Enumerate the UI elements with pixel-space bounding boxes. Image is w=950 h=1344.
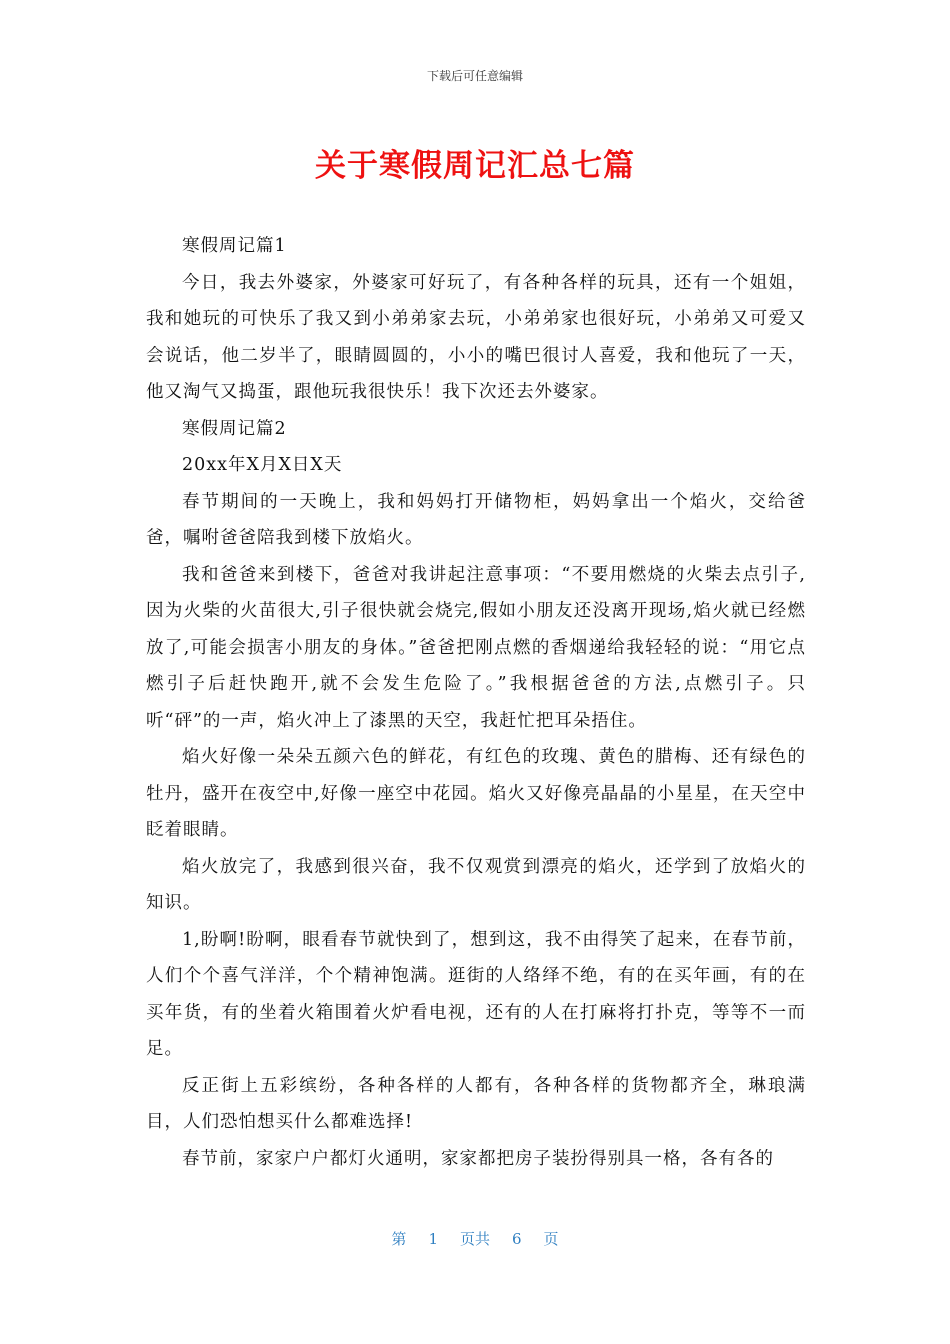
page-number-footer bbox=[0, 1229, 950, 1249]
body-paragraph: 今日，我去外婆家，外婆家可好玩了，有各种各样的玩具，还有一个姐姐，我和她玩的可快乐了我又到小弟弟家去玩，小弟弟家也很好玩，小弟弟又可爱又会说话，他二岁半了，眼睛圆圆的，小小的嘴巴很讨人喜爱，我和他玩了一天，他又淘气又捣蛋，跟他玩我很快乐！我下次还去外婆家。 bbox=[146, 272, 806, 402]
body-paragraph: 反正街上五彩缤纷，各种各样的人都有，各种各样的货物都齐全，琳琅满目，人们恐怕想买什么都难选择! bbox=[146, 1075, 806, 1132]
document-body bbox=[146, 228, 806, 1177]
document-title: 关于寒假周记汇总七篇 bbox=[315, 148, 635, 184]
body-paragraph: 焰火放完了，我感到很兴奋，我不仅观赏到漂亮的焰火，还学到了放焰火的知识。 bbox=[146, 856, 806, 913]
page-current: 1 bbox=[428, 1230, 438, 1248]
page-total: 6 bbox=[512, 1230, 522, 1248]
body-paragraph: 1,盼啊!盼啊，眼看春节就快到了，想到这，我不由得笑了起来，在春节前，人们个个喜气洋洋，个个精神饱满。逛街的人络绎不绝，有的在买年画，有的在买年货，有的坐着火箱围着火炉看电视，还有的人在打麻将打扑克，等等不一而足。 bbox=[146, 929, 806, 1059]
body-paragraph: 春节期间的一天晚上，我和妈妈打开储物柜，妈妈拿出一个焰火，交给爸爸，嘱咐爸爸陪我到楼下放焰火。 bbox=[146, 491, 806, 548]
page-middle: 页共 bbox=[459, 1230, 490, 1248]
body-paragraph: 我和爸爸来到楼下，爸爸对我讲起注意事项：“不要用燃烧的火柴去点引子,因为火柴的火苗很大,引子很快就会烧完,假如小朋友还没离开现场,焰火就已经燃放了,可能会损害小朋友的身体。”爸爸把刚点燃的香烟递给我轻轻的说：“用它点燃引子后赶快跑开,就不会发生危险了。”我根据爸爸的方法,点燃引子。只听“砰”的一声，焰火冲上了漆黑的天空，我赶忙把耳朵捂住。 bbox=[146, 564, 806, 731]
page-prefix: 第 bbox=[391, 1230, 407, 1248]
body-paragraph: 焰火好像一朵朵五颜六色的鲜花，有红色的玫瑰、黄色的腊梅、还有绿色的牡丹，盛开在夜空中,好像一座空中花园。焰火又好像亮晶晶的小星星，在天空中眨着眼睛。 bbox=[146, 747, 806, 840]
section-heading-1: 寒假周记篇1 bbox=[182, 236, 287, 256]
page-header-note: 下载后可任意编辑 bbox=[426, 69, 523, 83]
date-line: 20xx年X月X日X天 bbox=[182, 455, 343, 475]
page-suffix: 页 bbox=[543, 1230, 559, 1248]
section-heading-2: 寒假周记篇2 bbox=[182, 418, 287, 439]
body-paragraph: 春节前，家家户户都灯火通明，家家都把房子装扮得别具一格，各有各的 bbox=[182, 1148, 774, 1169]
